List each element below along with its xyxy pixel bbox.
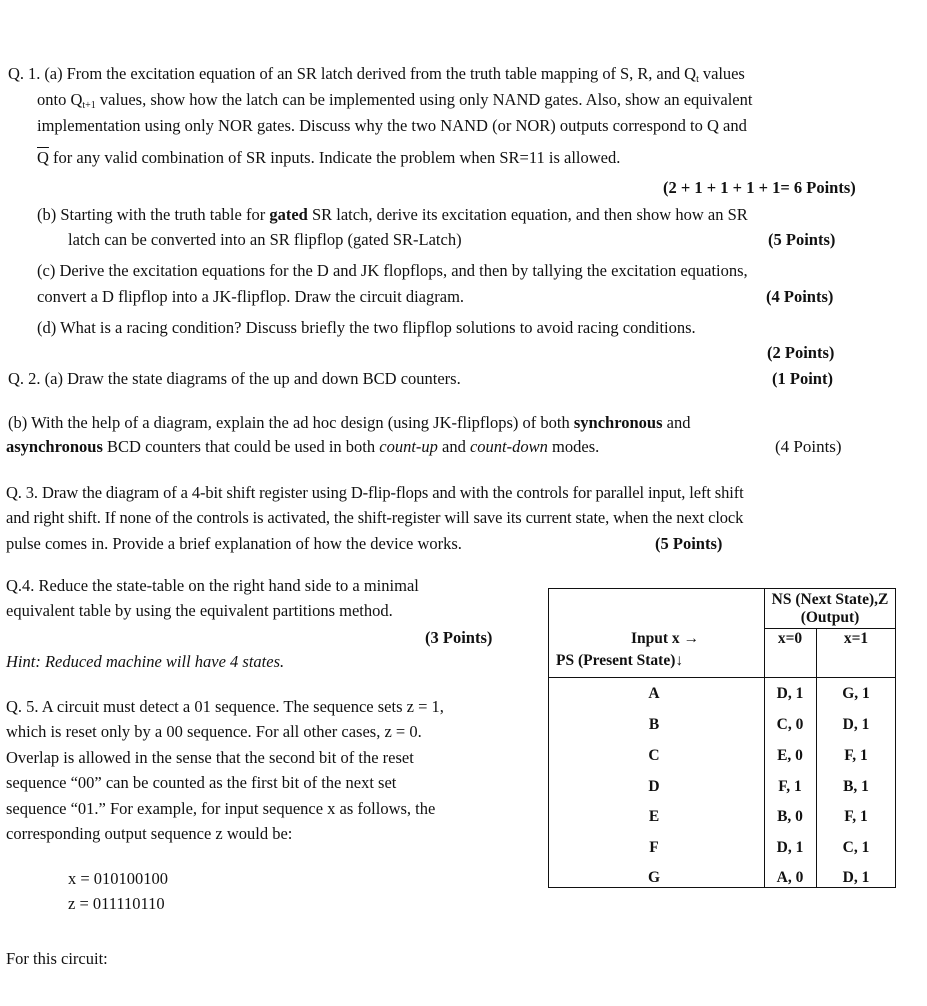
- state-table: [548, 588, 896, 888]
- table-row-x0: D, 1: [776, 685, 804, 702]
- q1b-points: (5 Points): [768, 230, 836, 249]
- table-row-x1: F, 1: [844, 747, 868, 764]
- q4-line-1: Q.4. Reduce the state-table on the right hand side to a minimal: [6, 576, 419, 595]
- q1a-line-4: $\overline{Q}$ for any valid combination of SR inputs. Indicate the problem when SR=11 is allowed.: [37, 148, 621, 167]
- q1a-line-3: implementation using only NOR gates. Discuss why the two NAND (or NOR) outputs correspond to Q and: [37, 116, 747, 135]
- q1b-line-1: (b) Starting with the truth table for gated SR latch, derive its excitation equation, and then show how an SR: [37, 205, 748, 224]
- q5-line-1: Q. 5. A circuit must detect a 01 sequence. The sequence sets z = 1,: [6, 697, 444, 716]
- ns-header-line-2: (Output): [800, 609, 860, 626]
- q1b-line-2: latch can be converted into an SR flipflop (gated SR-Latch): [68, 230, 462, 249]
- q4-points: (3 Points): [425, 628, 493, 647]
- table-row-ps: B: [648, 716, 660, 733]
- q2b-line-2: asynchronous BCD counters that could be used in both count-up and count-down modes.: [6, 437, 600, 456]
- table-row-x1: C, 1: [842, 839, 870, 856]
- q5-x-sequence: x = 010100100: [68, 869, 169, 888]
- q3-points: (5 Points): [655, 534, 723, 553]
- q5-z-sequence: z = 011110110: [68, 894, 165, 913]
- table-row-x0: A, 0: [776, 869, 804, 886]
- q5-line-5: sequence “01.” For example, for input sequence x as follows, the: [6, 799, 436, 818]
- table-row-ps: A: [648, 685, 660, 702]
- table-row-x1: B, 1: [843, 778, 869, 795]
- q1c-line-2: convert a D flipflop into a JK-flipflop. Draw the circuit diagram.: [37, 287, 465, 306]
- table-row-x1: F, 1: [844, 808, 868, 825]
- q5-footer: For this circuit:: [6, 949, 108, 968]
- q1a-points: (2 + 1 + 1 + 1 + 1= 6 Points): [663, 178, 856, 197]
- table-row-x0: C, 0: [776, 716, 804, 733]
- table-row-ps: D: [648, 778, 660, 795]
- table-row-x0: E, 0: [777, 747, 803, 764]
- table-row-x0: D, 1: [776, 839, 804, 856]
- q5-line-2: which is reset only by a 00 sequence. For all other cases, z = 0.: [6, 722, 422, 741]
- q5-line-3: Overlap is allowed in the sense that the second bit of the reset: [6, 748, 414, 767]
- ps-label: PS (Present State)↓: [556, 652, 684, 669]
- input-x-label: Input x →: [631, 630, 700, 647]
- q3-line-3: pulse comes in. Provide a brief explanation of how the device works.: [6, 534, 462, 553]
- down-arrow-icon: ↓: [675, 652, 684, 669]
- right-arrow-icon: →: [683, 630, 700, 647]
- table-row-ps: C: [648, 747, 660, 764]
- table-row-ps: G: [647, 869, 661, 886]
- q5-line-4: sequence “00” can be counted as the first bit of the next set: [6, 773, 397, 792]
- col-header-x1: x=1: [843, 630, 869, 647]
- table-row-x1: G, 1: [842, 685, 870, 702]
- q5-line-6: corresponding output sequence z would be:: [6, 824, 293, 843]
- q2b-points: (4 Points): [775, 437, 842, 456]
- q1d-points: (2 Points): [767, 343, 835, 362]
- table-row-x1: D, 1: [842, 869, 870, 886]
- q2a-points: (1 Point): [772, 369, 833, 388]
- q1a-line-1: Q. 1. (a) From the excitation equation of an SR latch derived from the truth table mapping of S, R, and $Q_t$ values: [8, 64, 745, 85]
- q1c-line-1: (c) Derive the excitation equations for the D and JK flopflops, and then by tallying the excitation equations,: [37, 261, 748, 280]
- q1a-line-2: onto $Q_{t+1}$ values, show how the latch can be implemented using only NAND gates. Also, show an equivalent: [37, 90, 753, 111]
- ns-header-line-1: NS (Next State),Z: [771, 591, 889, 608]
- table-row-x1: D, 1: [842, 716, 870, 733]
- q4-line-2: equivalent table by using the equivalent partitions method.: [6, 601, 393, 620]
- q2b-line-1: (b) With the help of a diagram, explain the ad hoc design (using JK-flipflops) of both synchronous and: [8, 413, 691, 432]
- q3-line-1: Q. 3. Draw the diagram of a 4-bit shift register using D-flip-flops and with the controls for parallel input, left shift: [6, 483, 744, 502]
- q2a-line: Q. 2. (a) Draw the state diagrams of the up and down BCD counters.: [8, 369, 461, 388]
- q1c-points: (4 Points): [766, 287, 834, 306]
- table-row-ps: F: [649, 839, 659, 856]
- table-row-x0: B, 0: [777, 808, 803, 825]
- table-row-x0: F, 1: [778, 778, 802, 795]
- q1d-line-1: (d) What is a racing condition? Discuss briefly the two flipflop solutions to avoid racing conditions.: [37, 318, 696, 337]
- col-header-x0: x=0: [777, 630, 803, 647]
- table-row-ps: E: [648, 808, 660, 825]
- q4-hint: Hint: Reduced machine will have 4 states.: [6, 652, 285, 671]
- q3-line-2: and right shift. If none of the controls is activated, the shift-register will save its current state, when the next clock: [6, 508, 744, 527]
